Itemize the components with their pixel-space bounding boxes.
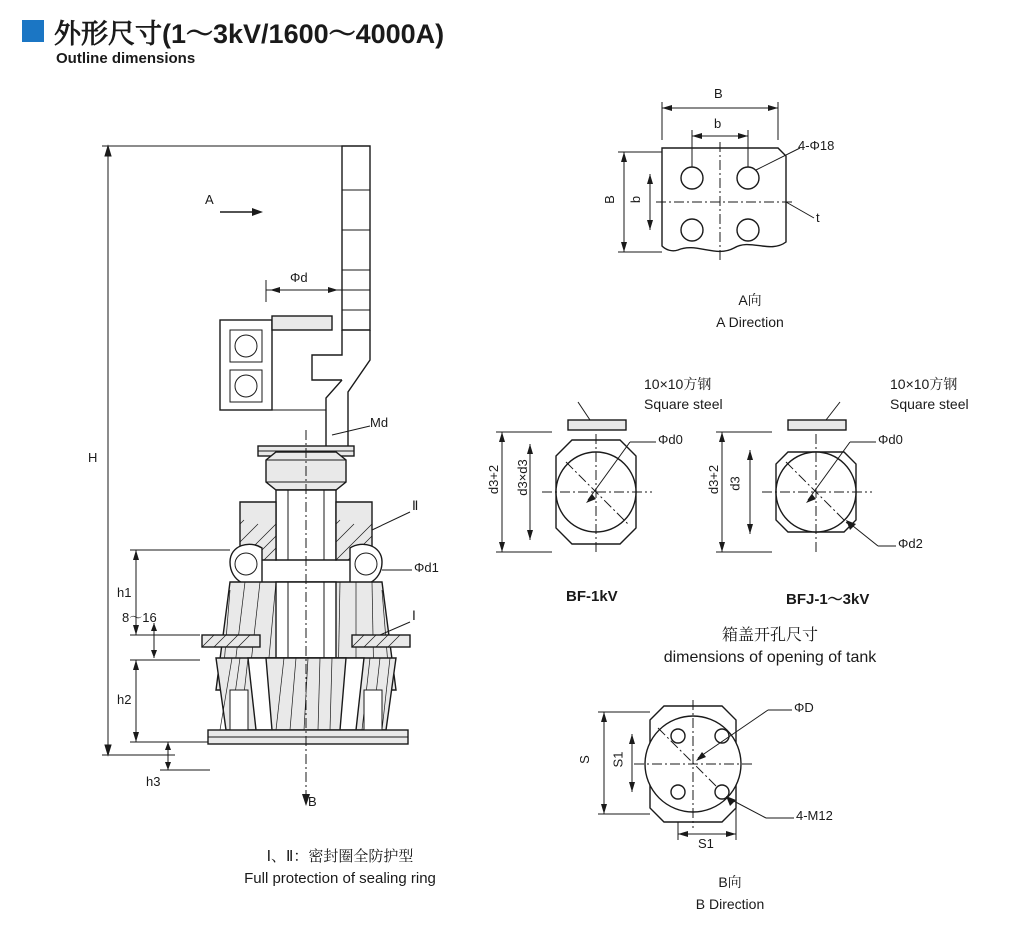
square-steel-en-left: Square steel (644, 396, 723, 412)
square-steel-cn-left: 10×10方钢 (644, 376, 712, 392)
note-en: Full protection of sealing ring (244, 870, 436, 887)
square-steel-cn-right: 10×10方钢 (890, 376, 958, 392)
dimension-h2 (130, 660, 210, 742)
view-a-caption-cn: A向 (738, 292, 762, 308)
page-title-en: Outline dimensions (56, 50, 196, 67)
square-steel-note-right (890, 374, 969, 412)
centre-lines-view-a (656, 142, 792, 260)
label-S1-vertical: S1 (610, 751, 626, 768)
dimension-8-16 (151, 623, 157, 658)
label-roman-I: Ⅰ (412, 608, 416, 623)
label-h3: h3 (146, 774, 161, 789)
label-t: t (816, 210, 820, 225)
view-b-caption-cn: B向 (718, 874, 742, 890)
label-d3xd3: d3×d3 (514, 459, 530, 496)
square-steel-en-right: Square steel (890, 396, 969, 412)
label-Md: Md (370, 415, 389, 430)
dimension-S1-vertical (629, 734, 635, 792)
terminal-lugs (220, 316, 332, 410)
square-steel-bar-left (568, 402, 626, 430)
tank-opening-caption (600, 622, 940, 667)
tank-opening-right-name: BFJ-1～3kV (786, 591, 870, 608)
label-S1-horizontal: S1 (698, 836, 714, 851)
dimension-h3 (160, 742, 210, 770)
note-cn: Ⅰ、Ⅱ：密封圈全防护型 (266, 848, 414, 865)
label-phi-d1: Φd1 (414, 560, 439, 575)
view-b-drawing (576, 700, 880, 851)
label-phi-d2: Φd2 (898, 536, 923, 551)
square-steel-bar-right (788, 402, 846, 430)
label-B: B (308, 794, 317, 809)
label-h2: h2 (117, 692, 132, 707)
label-phi-d0-right: Φd0 (878, 432, 903, 447)
view-a-caption (660, 290, 840, 330)
label-B-top: B (714, 86, 723, 101)
label-S: S (576, 755, 592, 764)
label-A: A (205, 192, 214, 207)
label-b-left: b (628, 195, 644, 204)
dimension-d3-right (747, 450, 753, 534)
label-roman-II: Ⅱ (412, 498, 419, 513)
view-b-caption-en: B Direction (695, 896, 765, 912)
sealing-ring-note (140, 845, 540, 887)
bus-bar-upper (266, 146, 370, 450)
tank-opening-caption-cn: 箱盖开孔尺寸 (721, 627, 818, 644)
label-phi-d: Φd (290, 270, 308, 285)
view-b-caption (640, 872, 820, 912)
tank-opening-left-name: BF-1kV (566, 588, 618, 605)
label-d3-plus-2-right: d3+2 (706, 464, 722, 495)
label-d3-right: d3 (727, 476, 743, 491)
label-b-top: b (714, 116, 722, 131)
label-4-phi18: 4-Φ18 (798, 138, 835, 153)
label-8-16: 8～16 (122, 610, 157, 625)
arrow-view-A (220, 208, 263, 216)
label-h1: h1 (117, 585, 132, 600)
main-sectional-view (80, 130, 500, 820)
view-a-drawing (600, 86, 900, 302)
view-a-caption-en: A Direction (716, 314, 784, 330)
tank-opening-left-drawing (480, 400, 700, 580)
label-4-M12: 4-M12 (796, 808, 833, 823)
label-d3-plus-2-left: d3+2 (486, 464, 502, 495)
label-H: H (88, 450, 98, 465)
leader-roman-II (372, 512, 410, 530)
label-B-left: B (601, 195, 617, 204)
label-phi-D: ΦD (794, 700, 814, 715)
header-marker-icon (22, 20, 44, 42)
dimension-b-left (647, 174, 653, 230)
plate-outline-view-a (662, 148, 786, 251)
tank-opening-right-drawing (700, 400, 940, 580)
tank-opening-caption-en: dimensions of opening of tank (663, 649, 877, 666)
page-title-cn: 外形尺寸(1～3kV/1600～4000A) (54, 19, 445, 49)
label-phi-d0-left: Φd0 (658, 432, 683, 447)
leader-phi-d2 (846, 520, 896, 546)
